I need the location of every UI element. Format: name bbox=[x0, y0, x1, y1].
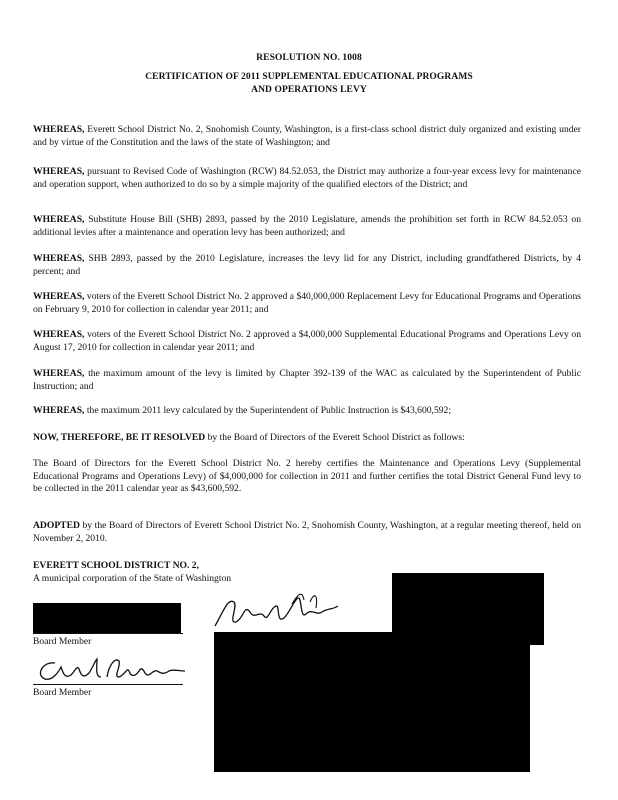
whereas-paragraph-2 bbox=[33, 166, 581, 191]
resolution-subtitle-line1: CERTIFICATION OF 2011 SUPPLEMENTAL EDUCATIONAL PROGRAMS bbox=[145, 72, 473, 82]
whereas-paragraph-7 bbox=[33, 368, 581, 393]
whereas-label: WHEREAS, bbox=[33, 253, 85, 264]
whereas-text: voters of the Everett School District No. 2 approved a $4,000,000 Supplemental Educational Programs and Operations Levy on August 17, 2010 for collection in calendar year 2011; and bbox=[33, 329, 582, 353]
whereas-text: voters of the Everett School District No. 2 approved a $40,000,000 Replacement Levy for Educational Programs and Operations on February 9, 2010 for collection in calendar year 2011; and bbox=[33, 291, 581, 315]
whereas-label: WHEREAS, bbox=[33, 124, 85, 135]
resolved-text: by the Board of Directors of the Everett School District as follows: bbox=[207, 432, 465, 443]
resolution-subtitle-line2: AND OPERATIONS LEVY bbox=[251, 85, 367, 95]
whereas-text: Substitute House Bill (SHB) 2893, passed by the 2010 Legislature, amends the prohibition set forth in RCW 84.52.053 on additional levies after a maintenance and operation levy has been authorized; and bbox=[33, 214, 581, 238]
resolution-number: RESOLUTION NO. 1008 bbox=[256, 53, 362, 63]
whereas-text: SHB 2893, passed by the 2010 Legislature, increases the levy lid for any District, including grandfathered Districts, by 4 percent; and bbox=[33, 253, 581, 277]
whereas-label: WHEREAS, bbox=[33, 329, 85, 340]
whereas-paragraph-5 bbox=[33, 291, 581, 316]
adopted-text: by the Board of Directors of Everett School District No. 2, Snohomish County, Washington, at a regular meeting thereof, held on November 2, 2010. bbox=[33, 520, 581, 544]
signature-line bbox=[33, 684, 183, 685]
certification-paragraph: The Board of Directors for the Everett School District No. 2 hereby certifies the Maintenance and Operations Levy (Supplemental Educational Programs and Operations Levy) of $4,000,000 for collection in 2011 and further certifies the total District General Fund levy to be collected in the 2011 calendar year as $43,600,592. bbox=[33, 458, 581, 495]
whereas-paragraph-4 bbox=[33, 253, 581, 278]
redaction-block bbox=[214, 632, 530, 772]
whereas-text: the maximum amount of the levy is limited by Chapter 392-139 of the WAC as calculated by the Superintendent of Public Instruction; and bbox=[33, 368, 581, 392]
redaction-block bbox=[33, 603, 181, 633]
signature-line bbox=[33, 633, 183, 634]
adopted-label: ADOPTED bbox=[33, 520, 80, 531]
whereas-paragraph-8 bbox=[33, 405, 581, 418]
whereas-paragraph-3 bbox=[33, 214, 581, 239]
adopted-paragraph bbox=[33, 520, 581, 545]
whereas-label: WHEREAS, bbox=[33, 166, 85, 177]
whereas-label: WHEREAS, bbox=[33, 291, 85, 302]
whereas-label: WHEREAS, bbox=[33, 368, 85, 379]
whereas-text: the maximum 2011 levy calculated by the Superintendent of Public Instruction is $43,600,592; bbox=[86, 405, 452, 416]
resolved-label: NOW, THEREFORE, BE IT RESOLVED bbox=[33, 432, 206, 443]
whereas-paragraph-6 bbox=[33, 329, 581, 354]
district-name: EVERETT SCHOOL DISTRICT NO. 2, bbox=[33, 560, 199, 571]
whereas-text: Everett School District No. 2, Snohomish County, Washington, is a first-class school district duly organized and existing under and by virtue of the Constitution and the laws of the state of Washington; and bbox=[33, 124, 582, 148]
whereas-paragraph-1 bbox=[33, 124, 581, 149]
whereas-label: WHEREAS, bbox=[33, 214, 85, 225]
whereas-text: pursuant to Revised Code of Washington (RCW) 84.52.053, the District may authorize a four-year excess levy for maintenance and operation support, when authorized to do so by a simple majority of the qualified electors of the District; and bbox=[33, 166, 581, 190]
corporation-line: A municipal corporation of the State of Washington bbox=[33, 573, 232, 584]
whereas-label: WHEREAS, bbox=[33, 405, 85, 416]
resolved-paragraph bbox=[33, 432, 581, 445]
handwritten-signature-1 bbox=[210, 590, 350, 635]
board-member-label-1: Board Member bbox=[33, 636, 92, 647]
board-member-label-2: Board Member bbox=[33, 687, 92, 698]
